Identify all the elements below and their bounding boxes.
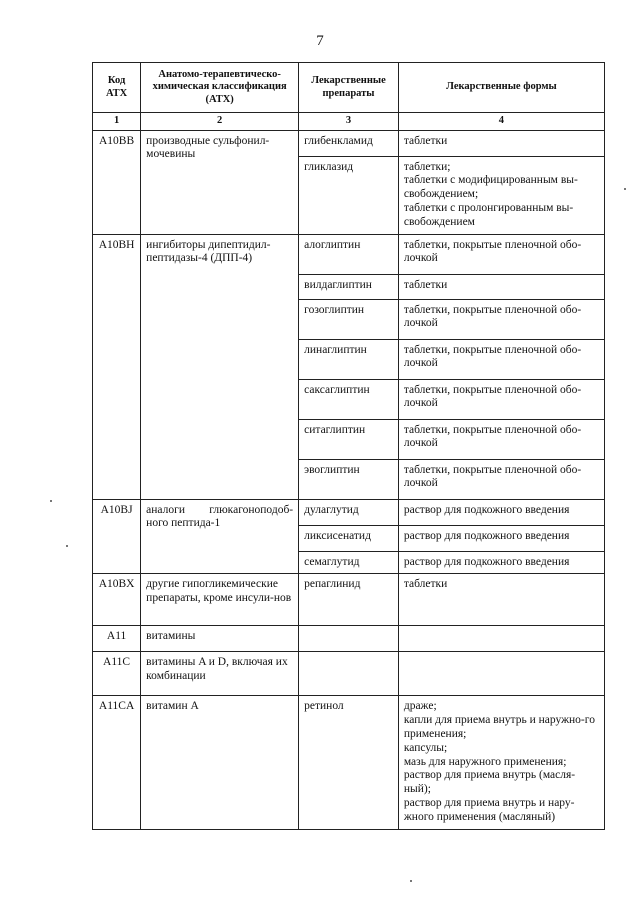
dosage-form: раствор для подкожного введения (398, 525, 604, 551)
drug-name: гликлазид (299, 156, 399, 234)
dosage-form: таблетки, покрытые пленочной обо-лочкой (398, 459, 604, 499)
dosage-form-line: таблетки с пролонгированным вы-свобождением (403, 201, 574, 228)
dosage-form (398, 156, 604, 234)
drug-name: саксаглиптин (299, 379, 399, 419)
column-number: 2 (141, 113, 299, 131)
drug-name: репаглинид (299, 574, 399, 626)
dosage-form: таблетки, покрытые пленочной обо-лочкой (398, 419, 604, 459)
dosage-form (398, 696, 604, 830)
dosage-form: раствор для подкожного введения (398, 551, 604, 574)
atc-code: A10BB (93, 130, 141, 234)
table-row (93, 574, 605, 626)
drug-name: дулаглутид (299, 499, 399, 525)
atc-class: витамины (141, 626, 299, 652)
scan-artifact (50, 500, 52, 502)
drug-name: линаглиптин (299, 339, 399, 379)
header-drugs: Лекарственные препараты (299, 63, 399, 113)
dosage-form: раствор для подкожного введения (398, 499, 604, 525)
table-row (93, 652, 605, 696)
atc-code: A10BJ (93, 499, 141, 574)
dosage-form: таблетки, покрытые пленочной обо-лочкой (398, 379, 604, 419)
dosage-form-line: капли для приема внутрь и наружно-го применения; (403, 714, 595, 740)
column-number-row (93, 113, 605, 131)
dosage-form: таблетки, покрытые пленочной обо-лочкой (398, 299, 604, 339)
table-row (93, 130, 605, 156)
drug-name: ретинол (299, 696, 399, 830)
header-forms: Лекарственные формы (398, 63, 604, 113)
atc-code: A10BH (93, 234, 141, 499)
drug-name (299, 652, 399, 696)
dosage-form-line: драже; (403, 700, 437, 713)
header-row (93, 63, 605, 113)
atc-table (92, 62, 605, 830)
atc-code: A10BX (93, 574, 141, 626)
dosage-form-line: таблетки; (403, 160, 451, 173)
dosage-form-line: капсулы; (403, 741, 448, 754)
dosage-form: таблетки (398, 274, 604, 299)
drug-name: гозоглиптин (299, 299, 399, 339)
drug-name: эвоглиптин (299, 459, 399, 499)
atc-class: витамин A (141, 696, 299, 830)
atc-class: ингибиторы дипептидил-пептидазы-4 (ДПП-4) (141, 234, 299, 499)
dosage-form: таблетки (398, 574, 604, 626)
drug-name: ситаглиптин (299, 419, 399, 459)
drug-name: вилдаглиптин (299, 274, 399, 299)
table-row (93, 696, 605, 830)
atc-code: A11C (93, 652, 141, 696)
atc-code: A11 (93, 626, 141, 652)
atc-code: A11CA (93, 696, 141, 830)
dosage-form (398, 652, 604, 696)
dosage-form-line: раствор для приема внутрь (масля-ный); (403, 769, 576, 796)
table-row (93, 234, 605, 274)
atc-class: аналоги глюкагоноподоб-ного пептида-1 (141, 499, 299, 574)
drug-name (299, 626, 399, 652)
scan-artifact (624, 188, 626, 190)
table-row (93, 626, 605, 652)
column-number: 1 (93, 113, 141, 131)
column-number: 4 (398, 113, 604, 131)
table-row (93, 499, 605, 525)
atc-class: производные сульфонил-мочевины (141, 130, 299, 234)
column-number: 3 (299, 113, 399, 131)
dosage-form: таблетки, покрытые пленочной обо-лочкой (398, 234, 604, 274)
dosage-form-line: раствор для приема внутрь и нару-жного применения (масляный) (403, 796, 575, 823)
header-classification: Анатомо-терапевтическо-химическая классификация (АТХ) (141, 63, 299, 113)
atc-class: витамины A и D, включая их комбинации (141, 652, 299, 696)
dosage-form (398, 626, 604, 652)
drug-name: глибенкламид (299, 130, 399, 156)
dosage-form: таблетки, покрытые пленочной обо-лочкой (398, 339, 604, 379)
scan-artifact (410, 880, 412, 882)
scan-artifact (66, 545, 68, 547)
dosage-form-line: мазь для наружного применения; (403, 755, 567, 768)
dosage-form: таблетки (398, 130, 604, 156)
header-code: Код АТХ (93, 63, 141, 113)
atc-class: другие гипогликемические препараты, кроме инсули-нов (141, 574, 299, 626)
drug-name: семаглутид (299, 551, 399, 574)
page-number: 7 (316, 33, 324, 49)
drug-name: ликсисенатид (299, 525, 399, 551)
drug-name: алоглиптин (299, 234, 399, 274)
dosage-form-line: таблетки с модифицированным вы-свобождением; (403, 174, 578, 201)
